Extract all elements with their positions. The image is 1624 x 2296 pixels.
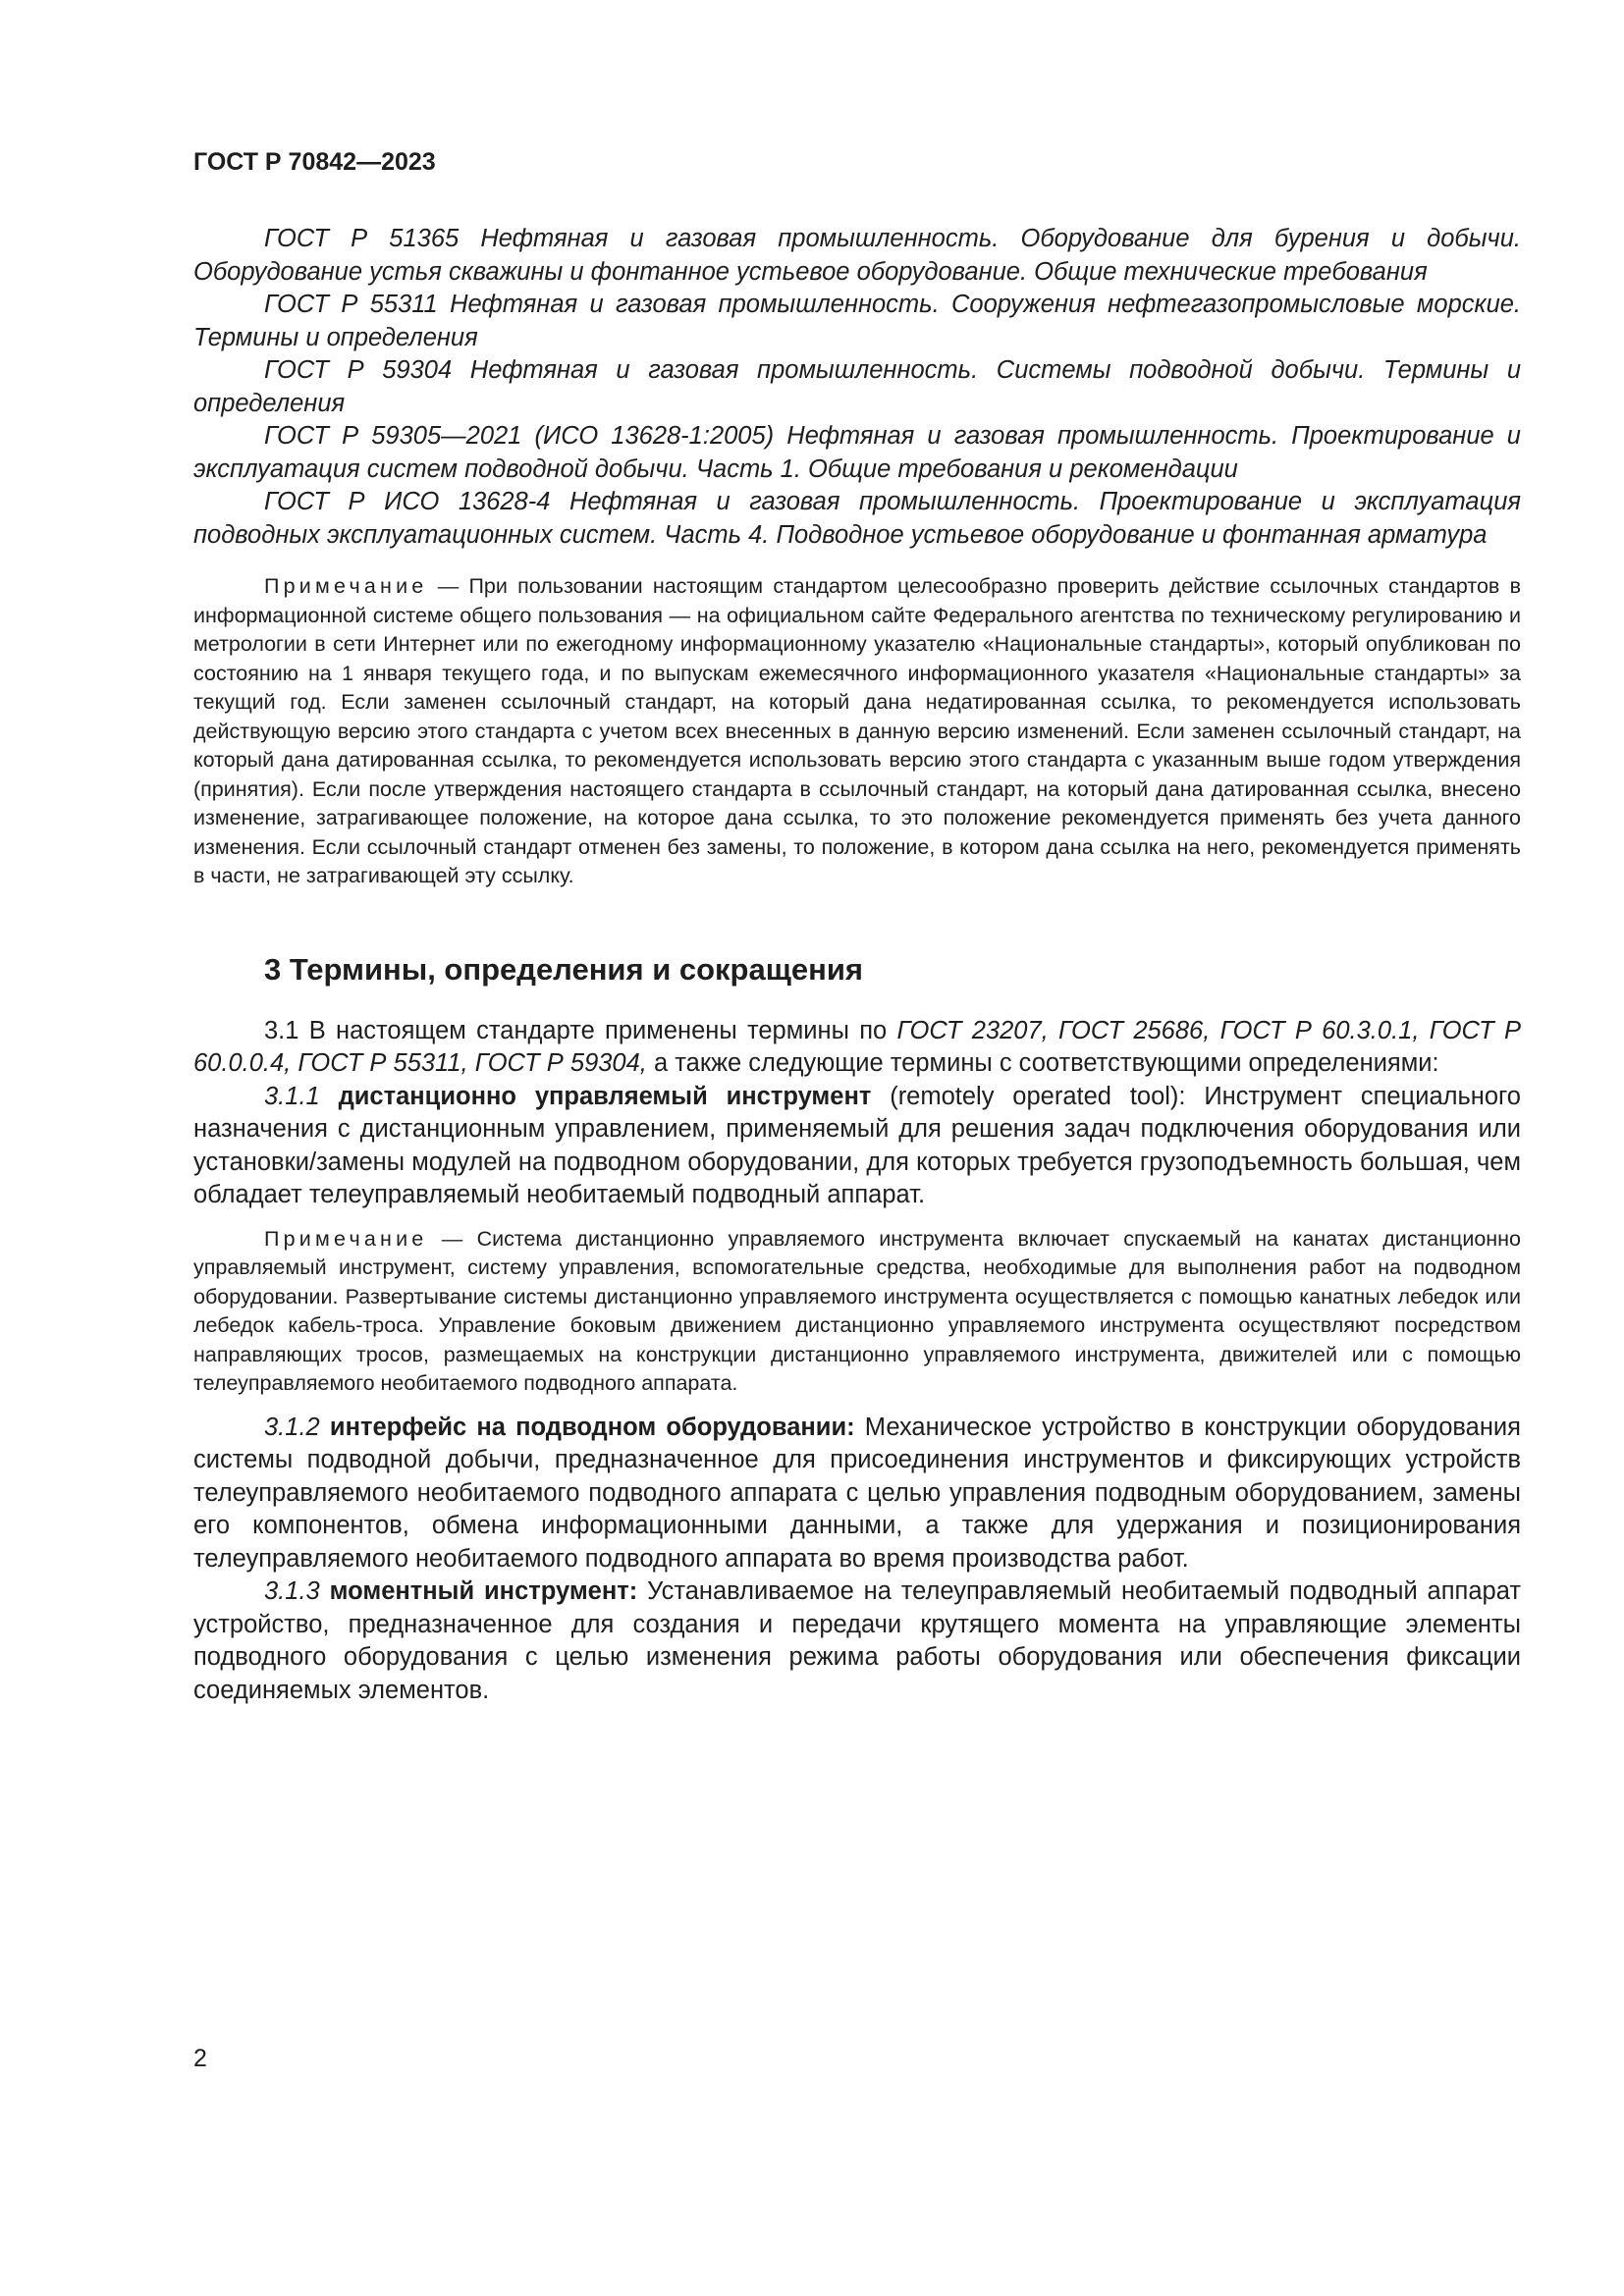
reference-title: Нефтяная и газовая промышленность. Проектирование и эксплуатация систем подводной добычи. Часть 1. Общие требования и рекомендации: [193, 422, 1521, 483]
reference-code: ГОСТ Р 59304: [264, 356, 453, 384]
reference-title: Нефтяная и газовая промышленность. Сооружения нефтегазопромысловые морские. Термины и определения: [193, 291, 1522, 351]
reference-title: Нефтяная и газовая промышленность. Оборудование для бурения и добычи. Оборудование устья скважины и фонтанное устьевое оборудование. Общие технические требования: [193, 225, 1521, 286]
term-number: 3.1.3: [264, 1577, 320, 1605]
term-note: [193, 1225, 1521, 1399]
reference-item: [193, 354, 1521, 420]
note-dash: —: [427, 1226, 477, 1251]
term-name: интерфейс на подводном оборудовании:: [329, 1413, 855, 1441]
section-heading: 3 Термины, определения и сокращения: [264, 951, 863, 987]
reference-code: ГОСТ Р 55311: [264, 291, 438, 318]
note-label: Примечание: [264, 574, 428, 598]
term-english: (remotely operated tool):: [871, 1082, 1205, 1110]
term-definition: Устанавливаемое на телеуправляемый необитаемый подводный аппарат устройство, предназначенное для создания и передачи крутящего момента на управляющие элементы подводного оборудования с целью изменения режима работы оборудования или обеспечения фиксации соединяемых элементов.: [193, 1577, 1521, 1704]
reference-code: ГОСТ Р ИСО 13628-4: [264, 488, 551, 515]
term-3-1-2: [193, 1412, 1521, 1576]
term-definition: Инструмент специального назначения с дистанционным управлением, применяемый для решения задач подключения оборудования или установки/замены модулей на подводном оборудовании, для которых требуется грузоподъемность большая, чем обладает телеуправляемый необитаемый подводный аппарат.: [193, 1082, 1521, 1208]
reference-title: Нефтяная и газовая промышленность. Системы подводной добычи. Термины и определения: [193, 356, 1521, 417]
reference-title: Нефтяная и газовая промышленность. Проектирование и эксплуатация подводных эксплуатационных систем. Часть 4. Подводное устьевое оборудование и фонтанная арматура: [193, 488, 1521, 549]
note-text: При пользовании настоящим стандартом целесообразно проверить действие ссылочных стандартов в информационной системе общего пользования — на официальном сайте Федерального агентства по техническому регулированию и метрологии в сети Интернет или по ежегодному информационному указателю «Национальные стандарты», который опубликован по состоянию на 1 января текущего года, и по выпускам ежемесячного информационного указателя «Национальные стандарты» за текущий год. Если заменен ссылочный стандарт, на который дана недатированная ссылка, то рекомендуется использовать действующую версию этого стандарта с учетом всех внесенных в данную версию изменений. Если заменен ссылочный стандарт, на который дана датированная ссылка, то рекомендуется использовать версию этого стандарта с указанным выше годом утверждения (принятия). Если после утверждения настоящего стандарта в ссылочный стандарт, на который дана датированная ссылка, внесено изменение, затрагивающее положение, на которое дана ссылка, то это положение рекомендуется применять без учета данного изменения. Если ссылочный стандарт отменен без замены, то положение, в котором дана ссылка на него, рекомендуется применять в части, не затрагивающей эту ссылку.: [193, 574, 1521, 887]
note-dash: —: [427, 574, 469, 598]
reference-item: [193, 289, 1521, 354]
references-note: [193, 572, 1521, 891]
page-number: 2: [193, 2045, 207, 2072]
term-name: моментный инструмент:: [329, 1577, 638, 1605]
clause-lead-text: В настоящем стандарте применены термины по: [298, 1016, 897, 1044]
clause-references: ГОСТ 23207, ГОСТ 25686, ГОСТ Р 60.3.0.1, ГОСТ Р 60.0.0.4, ГОСТ Р 55311, ГОСТ Р 59304,: [193, 1016, 1521, 1077]
clause-number: 3.1: [264, 1016, 299, 1044]
note-text: Система дистанционно управляемого инструмента включает спускаемый на канатах дистанционно управляемый инструмент, систему управления, вспомогательные средства, необходимые для выполнения работ на подводном оборудовании. Развертывание системы дистанционно управляемого инструмента осуществляется с помощью канатных лебедок или лебедок кабель-троса. Управление боковым движением дистанционно управляемого инструмента осуществляют посредством направляющих тросов, размещаемых на конструкции дистанционно управляемого инструмента, движителей или с помощью телеуправляемого необитаемого подводного аппарата.: [193, 1226, 1521, 1395]
term-3-1-1: [193, 1081, 1521, 1212]
clause-3-1: [193, 1015, 1521, 1081]
reference-item: [193, 420, 1521, 486]
reference-code: ГОСТ Р 59305—2021 (ИСО 13628-1:2005): [264, 422, 775, 450]
normative-references-list: [193, 223, 1521, 552]
clause-tail-text: а также следующие термины с соответствующими определениями:: [646, 1049, 1439, 1077]
term-3-1-3: [193, 1575, 1521, 1707]
term-number: 3.1.1: [264, 1082, 320, 1110]
reference-item: [193, 486, 1521, 552]
note-label: Примечание: [264, 1226, 428, 1251]
term-name: дистанционно управляемый инструмент: [338, 1082, 872, 1110]
reference-code: ГОСТ Р 51365: [264, 225, 460, 252]
document-code-header: ГОСТ Р 70842—2023: [193, 148, 436, 176]
reference-item: [193, 223, 1521, 289]
document-page: [193, 147, 1521, 1707]
term-definition: Механическое устройство в конструкции оборудования системы подводной добычи, предназначенное для присоединения инструментов и фиксирующих устройств телеуправляемого необитаемого подводного аппарата с целью управления подводным оборудованием, замены его компонентов, обмена информационными данными, а также для удержания и позиционирования телеуправляемого необитаемого подводного аппарата во время производства работ.: [193, 1413, 1521, 1573]
term-number: 3.1.2: [264, 1413, 320, 1441]
